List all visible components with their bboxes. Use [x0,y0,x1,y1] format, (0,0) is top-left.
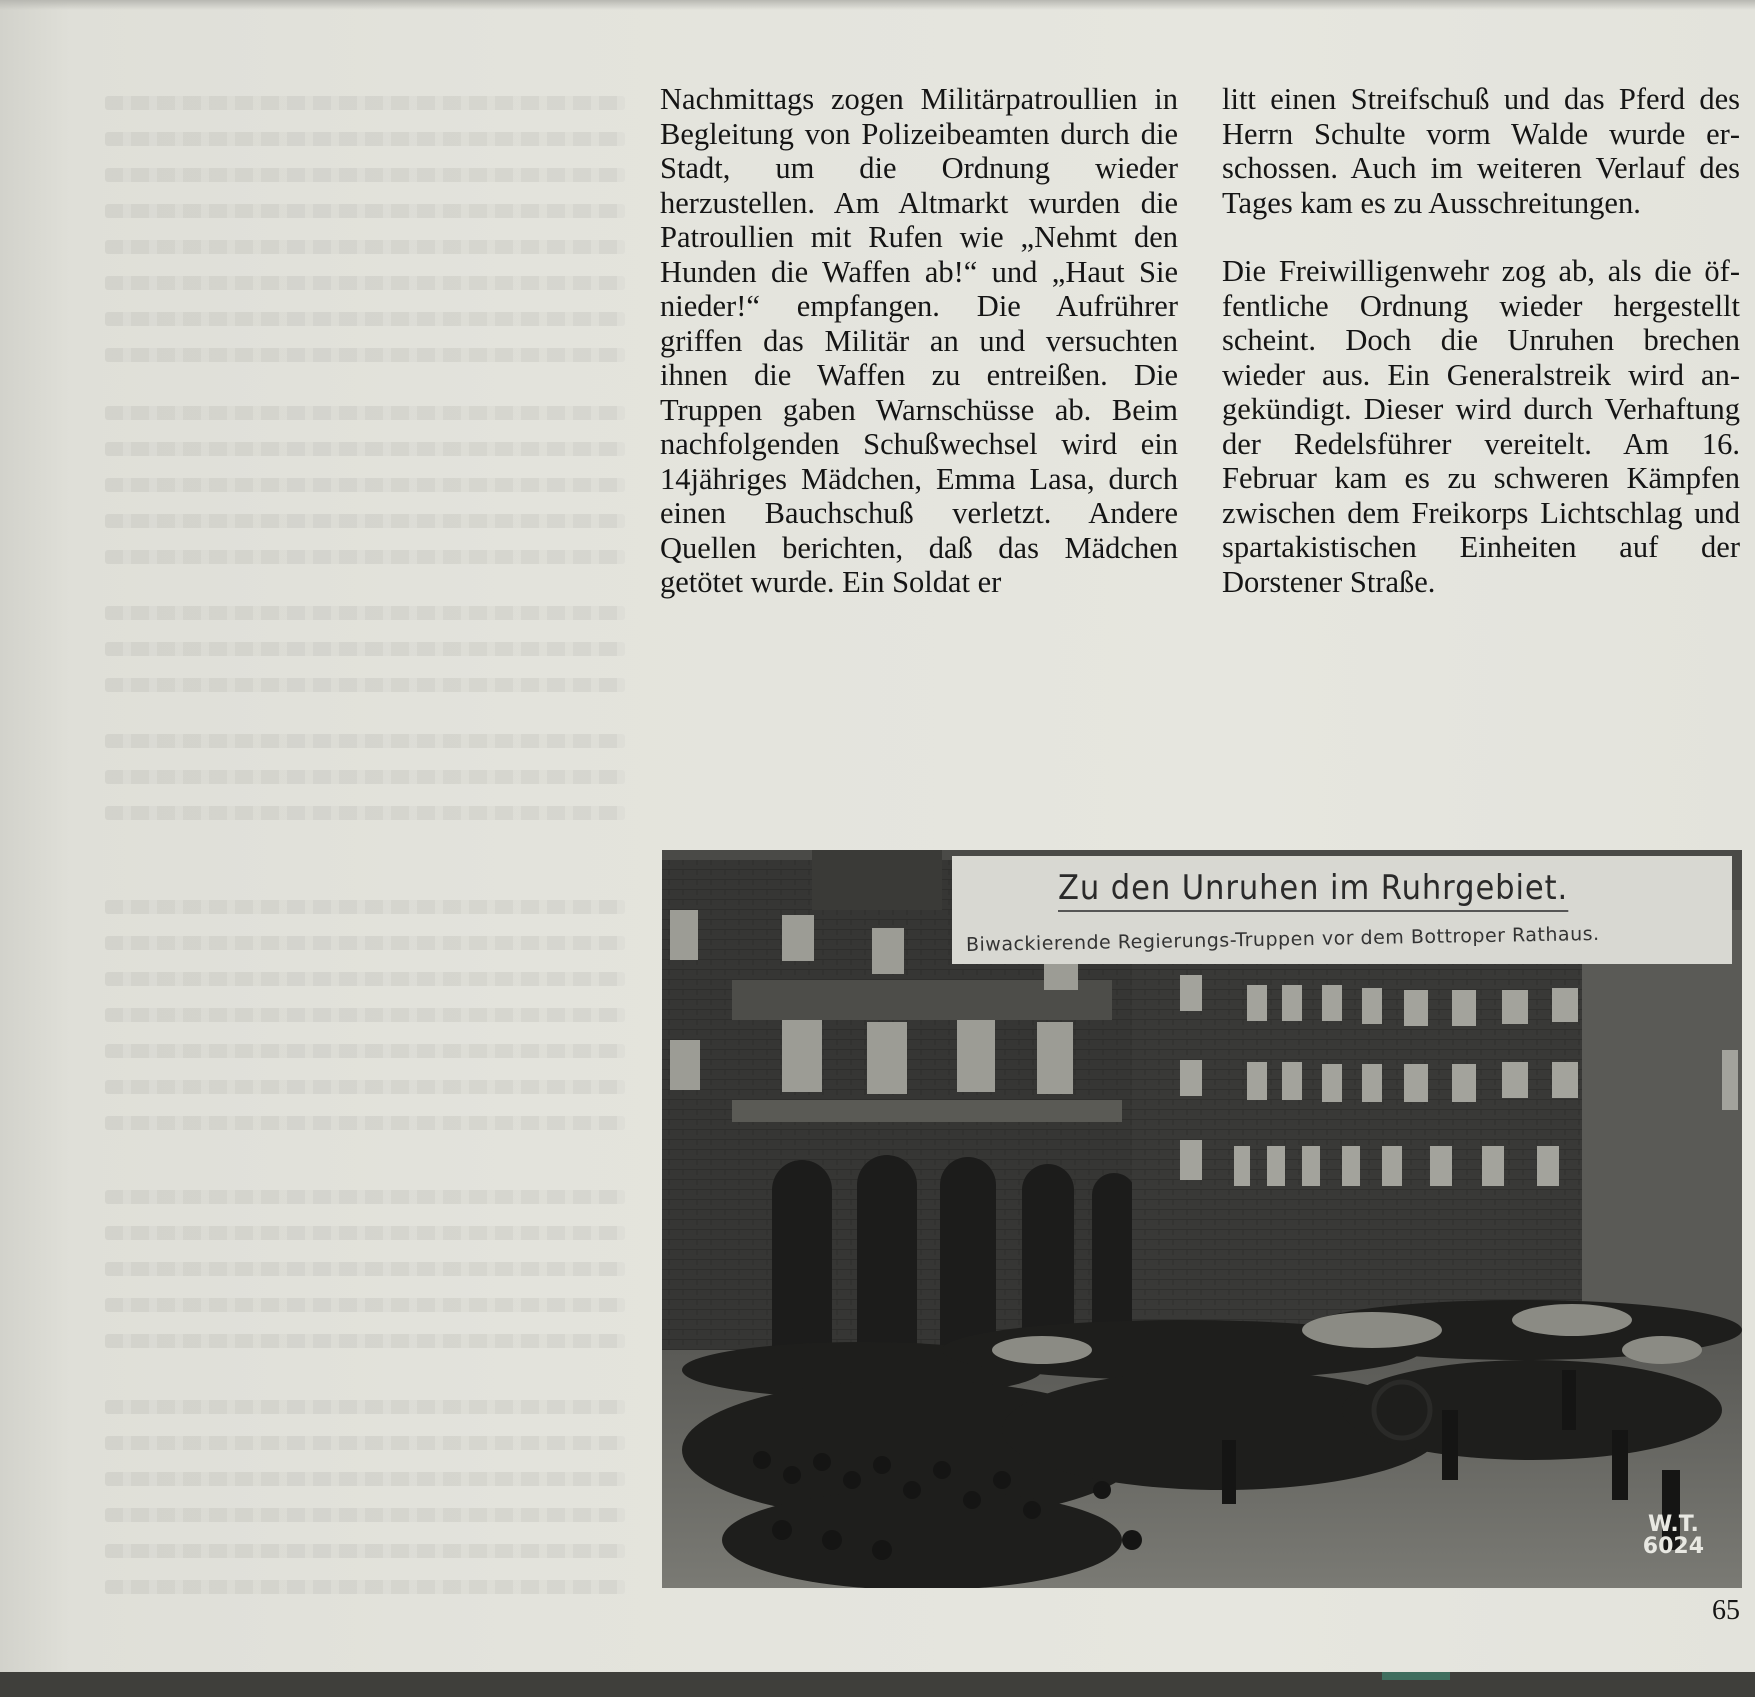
body-paragraph: litt einen Streifschuß und das Pferd des Herrn Schulte vorm Walde wurde erschossen. Auch im weiteren Verlauf des Tages kam es zu Ausschreitungen. [1222,82,1740,220]
body-paragraph: Nachmittags zogen Militärpatroullien in Begleitung von Polizeibeamten durch die Stadt, um die Ordnung wieder herzustellen. Am Altmarkt wurden die Patroullien mit Rufen wie „Nehmt den Hunden die Waffen ab!“ und „Haut Sie nieder!“ empfangen. Die Aufrührer griffen das Militär an und versuchten ihnen die Waffen zu entreißen. Die Truppen gaben Warnschüsse ab. Beim nachfolgenden Schußwechsel wird ein 14jähriges Mädchen, Emma Lasa, durch einen Bauchschuß verletzt. Andere Quellen berichten, daß das Mädchen getötet wurde. Ein Soldat er [660,82,1178,599]
text-column-middle [660,82,1178,600]
photo-caption-label [952,856,1732,964]
page-number: 65 [1712,1595,1740,1626]
text-column-right [1222,82,1740,599]
photo-caption-title: Zu den Unruhen im Ruhrgebiet. [1058,868,1568,912]
photo-code-line: W.T. [1647,1512,1699,1537]
scan-edge-mark [1382,1672,1450,1680]
historical-photograph [662,850,1742,1588]
scan-bottom-edge [0,1672,1755,1697]
photo-archive-code [1643,1514,1704,1558]
photo-caption-subtitle: Biwackierende Regierungs-Truppen vor dem Bottroper Rathaus. [965,922,1600,956]
photo-code-line: 6024 [1642,1534,1704,1559]
page-top-shadow [0,0,1755,10]
body-paragraph: Die Freiwilligenwehr zog ab, als die öffentliche Ordnung wieder hergestellt scheint. Doch die Unruhen brechen wieder aus. Ein Generalstreik wird angekündigt. Dieser wird durch Verhaftung der Redelsführer vereitelt. Am 16. Februar kam es zu schweren Kämpfen zwischen dem Freikorps Lichtschlag und spartakistischen Einheiten auf der Dorstener Straße. [1222,254,1740,599]
